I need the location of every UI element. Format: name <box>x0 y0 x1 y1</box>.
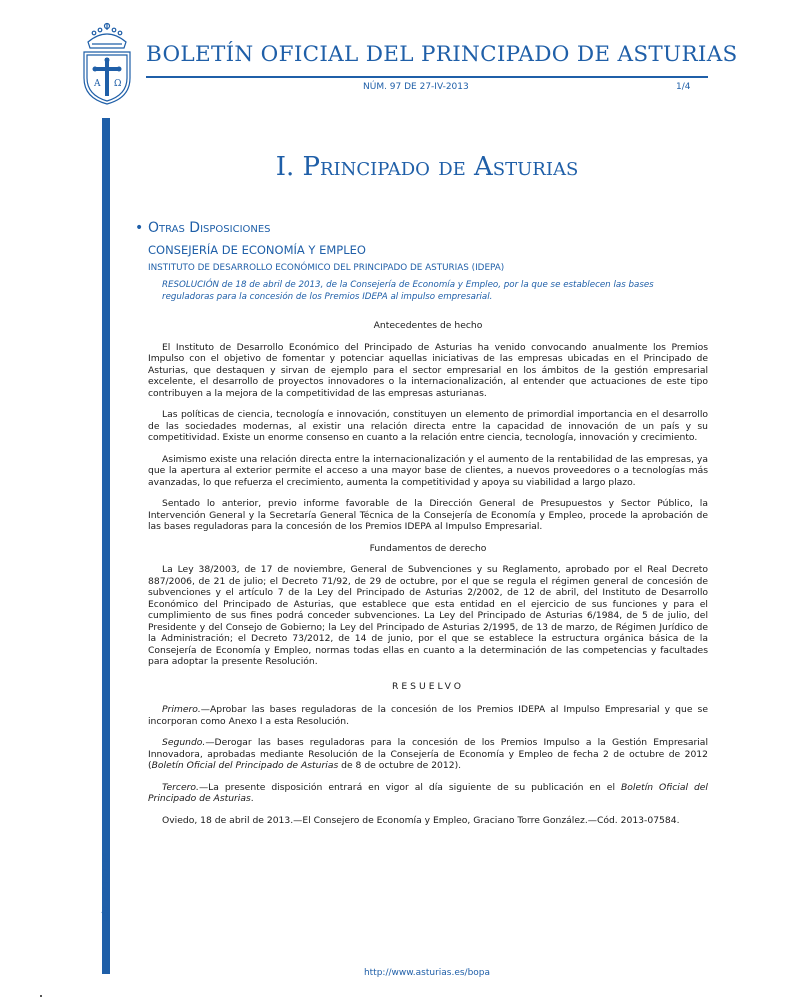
otras-disposiciones: Otras Disposiciones <box>148 220 271 236</box>
page-number: 1/4 <box>676 82 691 92</box>
bulletin-title: BOLETÍN OFICIAL DEL PRINCIPADO DE ASTURIAS <box>146 42 738 67</box>
section-heading <box>135 220 271 236</box>
asturias-crest-icon <box>76 20 138 106</box>
signature-paragraph: Oviedo, 18 de abril de 2013.—El Consejero de Economía y Empleo, Graciano Torre González.—Cód. 2013-07584. <box>162 814 680 826</box>
tercero-italic: Boletín Oficial del Principado de Asturias <box>148 781 708 804</box>
fundamentos-heading: Fundamentos de derecho <box>369 542 487 554</box>
svg-text:Ω: Ω <box>114 79 122 89</box>
paragraph: Las políticas de ciencia, tecnología e innovación, constituyen un elemento de primordial importancia en el desarrollo de las sociedades modernas, al existir una relación directa entre la capacidad de innovación de un país y su competitividad. Existe un enorme consenso en cuanto a la relación entre ciencia, tecnología, innovación y crecimiento. <box>148 409 708 443</box>
resolution-summary: RESOLUCIÓN de 18 de abril de 2013, de la Consejería de Economía y Empleo, por la que se establecen las bases reguladoras para la concesión de los Premios IDEPA al impulso empresarial. <box>162 280 654 302</box>
consejeria-heading: CONSEJERÍA DE ECONOMÍA Y EMPLEO <box>148 243 366 257</box>
tercero-label: Tercero. <box>162 781 199 793</box>
corner-mark <box>40 995 42 997</box>
section-title: I. Principado de Asturias <box>275 152 579 182</box>
footer-link[interactable]: http://www.asturias.es/bopa <box>363 968 491 978</box>
segundo-italic: Boletín Oficial del Principado de Asturias <box>151 760 339 771</box>
tercero-text: —La presente disposición entrará en vigor al día siguiente de su publicación en el <box>198 781 621 793</box>
resuelvo-heading: RESUELVO <box>391 680 464 692</box>
primero-text: —Aprobar las bases reguladoras de la concesión de los Premios IDEPA al Impulso Empresarial y que se incorporan como Anexo I a esta Resolución. <box>148 704 708 727</box>
segundo-paragraph <box>148 737 708 772</box>
issue-number: NÚM. 97 DE 27-IV-2013 <box>363 82 469 92</box>
paragraph: Asimismo existe una relación directa entre la internacionalización y el aumento de la rentabilidad de las empresas, ya que la apertura al exterior permite el acceso a una mayor base de clientes, a nuevos proveedores o a tecnologías más avanzadas, lo que refuerza el crecimiento, aumenta la competitividad y apoya su viabilidad a largo plazo. <box>148 453 708 488</box>
svg-text:A: A <box>94 79 101 89</box>
antecedentes-heading: Antecedentes de hecho <box>373 320 483 331</box>
bullet-icon: • <box>135 220 144 236</box>
side-code: Cód. 2013-07584 <box>101 852 110 922</box>
side-bar <box>102 118 110 974</box>
primero-label: Primero. <box>162 704 201 715</box>
header-rule <box>146 76 708 78</box>
instituto-heading: INSTITUTO DE DESARROLLO ECONÓMICO DEL PRINCIPADO DE ASTURIAS (IDEPA) <box>148 263 505 273</box>
tercero-paragraph <box>148 782 708 805</box>
paragraph: La Ley 38/2003, de 17 de noviembre, General de Subvenciones y su Reglamento, aprobado por el Real Decreto 887/2006, de 21 de julio; el Decreto 71/92, de 29 de octubre, por el que se regula el régimen general de concesión de subvenciones y el artículo 7 de la Ley del Principado de Asturias 2/2002, de 12 de abril, del Instituto de Desarrollo Económico del Principado de Asturias, que establece que esta entidad en el ejercicio de sus funciones y para el cumplimiento de sus fines podrá conceder subvenciones. La Ley del Principado de Asturias 6/1984, de 5 de julio, del Presidente y del Consejo de Gobierno; la Ley del Principado de Asturias 2/1995, de 13 de marzo, de Régimen Jurídico de la Administración; el Decreto 73/2012, de 14 de junio, por el que se establece la estructura orgánica básica de la Consejería de Economía y Empleo, normas todas ellas en cuanto a la determinación de las competencias y facultades para adoptar la presente Resolución. <box>148 564 708 667</box>
tercero-tail: . <box>250 793 254 804</box>
segundo-tail: de 8 de octubre de 2012). <box>338 760 462 771</box>
segundo-label: Segundo. <box>162 737 206 748</box>
paragraph: Sentado lo anterior, previo informe favorable de la Dirección General de Presupuestos y Sector Público, la Intervención General y la Secretaría General Técnica de la Consejería de Economía y Empleo, procede la aprobación de las bases reguladoras para la concesión de los Premios IDEPA al Impulso Empresarial. <box>148 498 708 532</box>
document-body <box>148 320 708 836</box>
primero-paragraph <box>148 704 708 727</box>
segundo-text: —Derogar las bases reguladoras para la concesión de los Premios Impulso a la Gestión Empresarial Innovadora, aprobadas mediante Resolución de la Consejería de Economía y Empleo de fecha 2 de octubre de 2012 ( <box>148 737 708 771</box>
paragraph: El Instituto de Desarrollo Económico del Principado de Asturias ha venido convocando anualmente los Premios Impulso con el objetivo de fomentar y potenciar aquellas iniciativas de las empresas ubicadas en el Principado de Asturias, que destaquen y sirvan de ejemplo para el sector empresarial en los ámbitos de la gestión empresarial excelente, el desarrollo de proyectos innovadores o la internacionalización, al entender que actuaciones de este tipo contribuyen a la mejora de la competitividad de las empresas asturianas. <box>148 341 708 399</box>
